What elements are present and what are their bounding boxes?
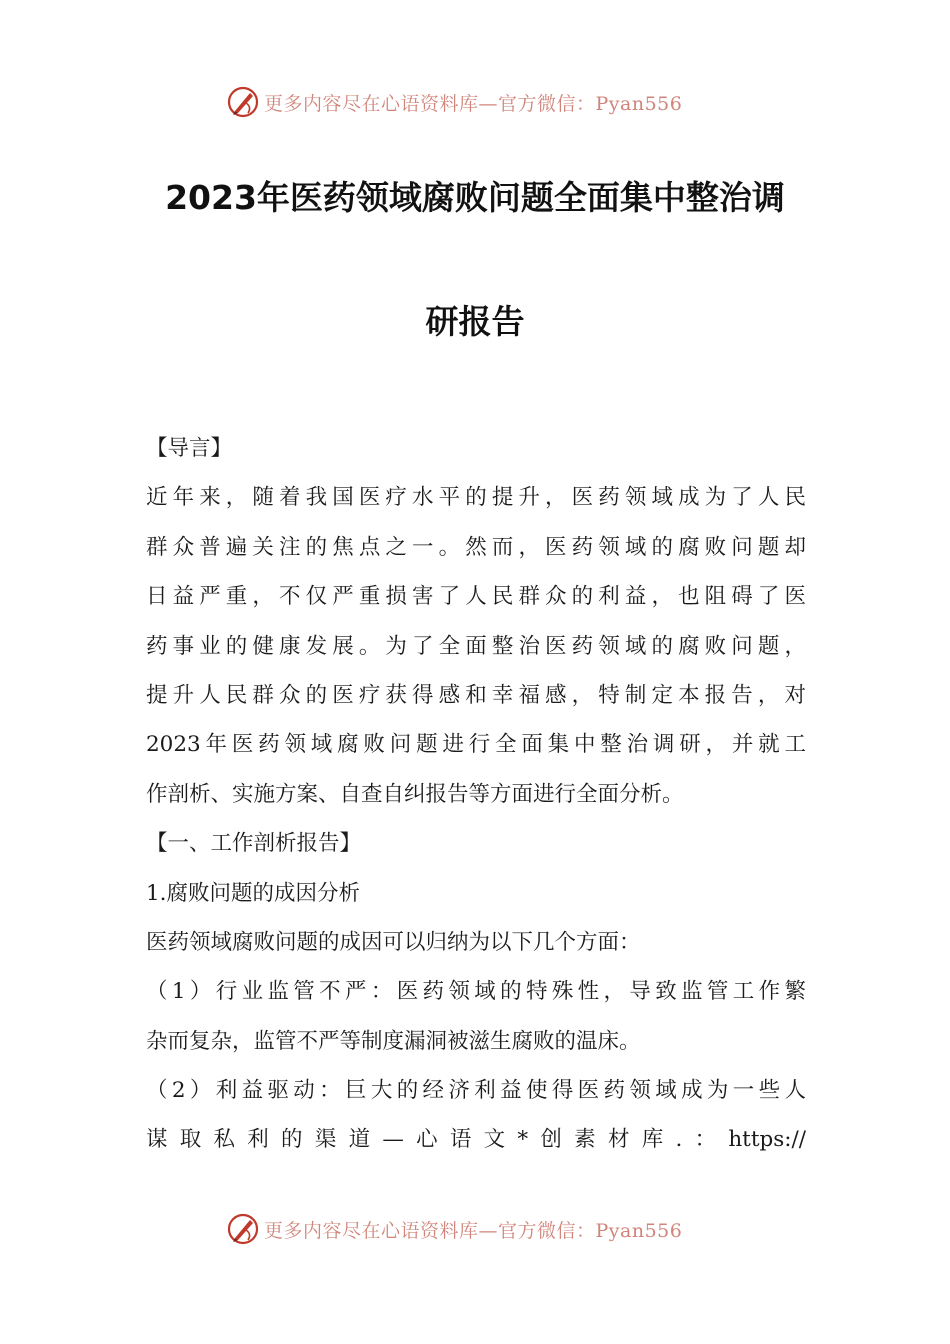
document-title-line-1: 2023年医药领域腐败问题全面集中整治调 (165, 178, 785, 217)
paragraph-line: 谋取私利的渠道—心语文*创素材库.：https:// (146, 1127, 806, 1153)
paragraph-line: （1）行业监管不严：医药领域的特殊性，导致监管工作繁 (146, 979, 806, 1005)
subsection-heading: 1.腐败问题的成因分析 (146, 880, 361, 906)
paragraph-line: （2）利益驱动：巨大的经济利益使得医药领域成为一些人 (146, 1078, 806, 1104)
document-body (146, 424, 806, 1165)
pen-logo-icon (226, 85, 260, 119)
paragraph-line: 群众普遍关注的焦点之一。然而，医药领域的腐败问题却 (146, 534, 806, 560)
watermark-footer (226, 1211, 682, 1247)
watermark-text: 更多内容尽在心语资料库—官方微信：Pyan556 (264, 92, 683, 115)
paragraph-line: 医药领域腐败问题的成因可以归纳为以下几个方面： (146, 929, 641, 955)
section-heading-intro: 【导言】 (146, 436, 233, 461)
paragraph-line: 提升人民群众的医疗获得感和幸福感，特制定本报告，对 (146, 682, 806, 708)
paragraph-line: 药事业的健康发展。为了全面整治医药领域的腐败问题， (146, 633, 806, 659)
pen-logo-icon (226, 1212, 260, 1246)
paragraph-line: 作剖析、实施方案、自查自纠报告等方面进行全面分析。 (146, 781, 684, 807)
section-heading-work-analysis: 【一、工作剖析报告】 (146, 831, 362, 857)
paragraph-line: 日益严重，不仅严重损害了人民群众的利益，也阻碍了医 (146, 584, 806, 610)
paragraph-line: 近年来，随着我国医疗水平的提升，医药领域成为了人民 (146, 485, 806, 511)
watermark-text: 更多内容尽在心语资料库—官方微信：Pyan556 (264, 1219, 683, 1242)
document-title-line-2: 研报告 (425, 302, 525, 341)
paragraph-line: 杂而复杂，监管不严等制度漏洞被滋生腐败的温床。 (146, 1028, 641, 1054)
watermark-header (226, 84, 682, 120)
paragraph-line: 2023年医药领域腐败问题进行全面集中整治调研，并就工 (146, 732, 806, 758)
